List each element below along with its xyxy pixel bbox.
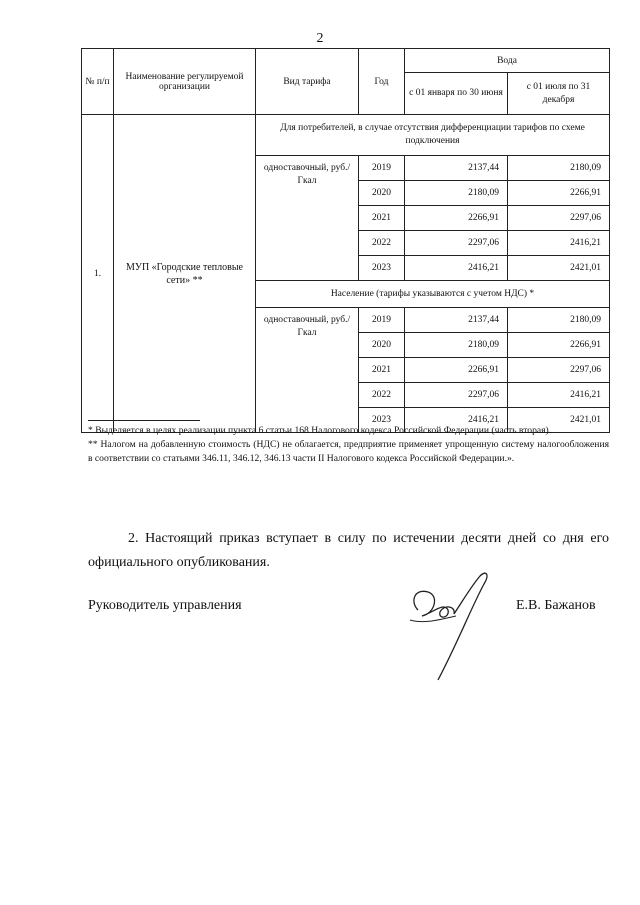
year-cell: 2020 — [359, 181, 405, 206]
value-cell: 2137,44 — [405, 156, 508, 181]
header-water: Вода — [405, 49, 610, 73]
header-tariff-type: Вид тарифа — [256, 49, 359, 115]
footnote-divider — [88, 420, 200, 421]
value-cell: 2421,01 — [508, 256, 610, 281]
value-cell: 2416,21 — [405, 256, 508, 281]
year-cell: 2019 — [359, 308, 405, 333]
organization-name: МУП «Городские тепловые сети» ** — [114, 115, 256, 433]
section-title-row — [82, 115, 610, 156]
value-cell: 2137,44 — [405, 308, 508, 333]
year-cell: 2020 — [359, 333, 405, 358]
value-cell: 2297,06 — [405, 383, 508, 408]
tariff-type-cell: одноставочный, руб./Гкал — [256, 156, 359, 281]
value-cell: 2421,01 — [508, 408, 610, 433]
year-cell: 2022 — [359, 383, 405, 408]
signatory-position: Руководитель управления — [88, 598, 242, 613]
tariff-type-cell: одноставочный, руб./Гкал — [256, 308, 359, 433]
tariff-table — [81, 48, 610, 433]
section-title: Для потребителей, в случае отсутствия дифференциации тарифов по схеме подключения — [256, 115, 610, 156]
order-paragraph: 2. Настоящий приказ вступает в силу по истечении десяти дней со дня его официального опубликования. — [88, 531, 609, 570]
signature-icon — [404, 562, 514, 692]
page-number: 2 — [316, 31, 324, 46]
row-number: 1. — [82, 115, 114, 433]
handwritten-signature — [404, 562, 514, 697]
year-cell: 2023 — [359, 408, 405, 433]
footnote-2: ** Налогом на добавленную стоимость (НДС) не облагается, предприятие применяет упрощенную систему налогообложения в соответствии со статьями 346.11, 346.12, 346.13 части II Налогового кодекса Российской Федерации.». — [88, 439, 609, 464]
value-cell: 2266,91 — [508, 181, 610, 206]
signatory-name: Е.В. Бажанов — [516, 598, 596, 613]
header-year: Год — [359, 49, 405, 115]
value-cell: 2266,91 — [405, 206, 508, 231]
header-period-1: с 01 января по 30 июня — [405, 73, 508, 115]
value-cell: 2297,06 — [508, 358, 610, 383]
value-cell: 2180,09 — [508, 308, 610, 333]
value-cell: 2180,09 — [405, 333, 508, 358]
value-cell: 2416,21 — [508, 231, 610, 256]
value-cell: 2180,09 — [508, 156, 610, 181]
value-cell: 2297,06 — [508, 206, 610, 231]
footnote-1: * Выделяется в целях реализации пункта 6 статьи 168 Налогового кодекса Российской Федерации (часть вторая). — [88, 425, 552, 436]
header-period-2: с 01 июля по 31 декабря — [508, 73, 610, 115]
value-cell: 2416,21 — [508, 383, 610, 408]
year-cell: 2023 — [359, 256, 405, 281]
value-cell: 2297,06 — [405, 231, 508, 256]
footnotes — [88, 420, 609, 466]
value-cell: 2266,91 — [405, 358, 508, 383]
value-cell: 2416,21 — [405, 408, 508, 433]
table-header-row — [82, 49, 610, 73]
year-cell: 2022 — [359, 231, 405, 256]
header-organization: Наименование регулируемой организации — [114, 49, 256, 115]
section-title: Население (тарифы указываются с учетом НДС) * — [256, 281, 610, 308]
year-cell: 2021 — [359, 358, 405, 383]
value-cell: 2266,91 — [508, 333, 610, 358]
year-cell: 2019 — [359, 156, 405, 181]
year-cell: 2021 — [359, 206, 405, 231]
value-cell: 2180,09 — [405, 181, 508, 206]
header-num: № п/п — [82, 49, 114, 115]
